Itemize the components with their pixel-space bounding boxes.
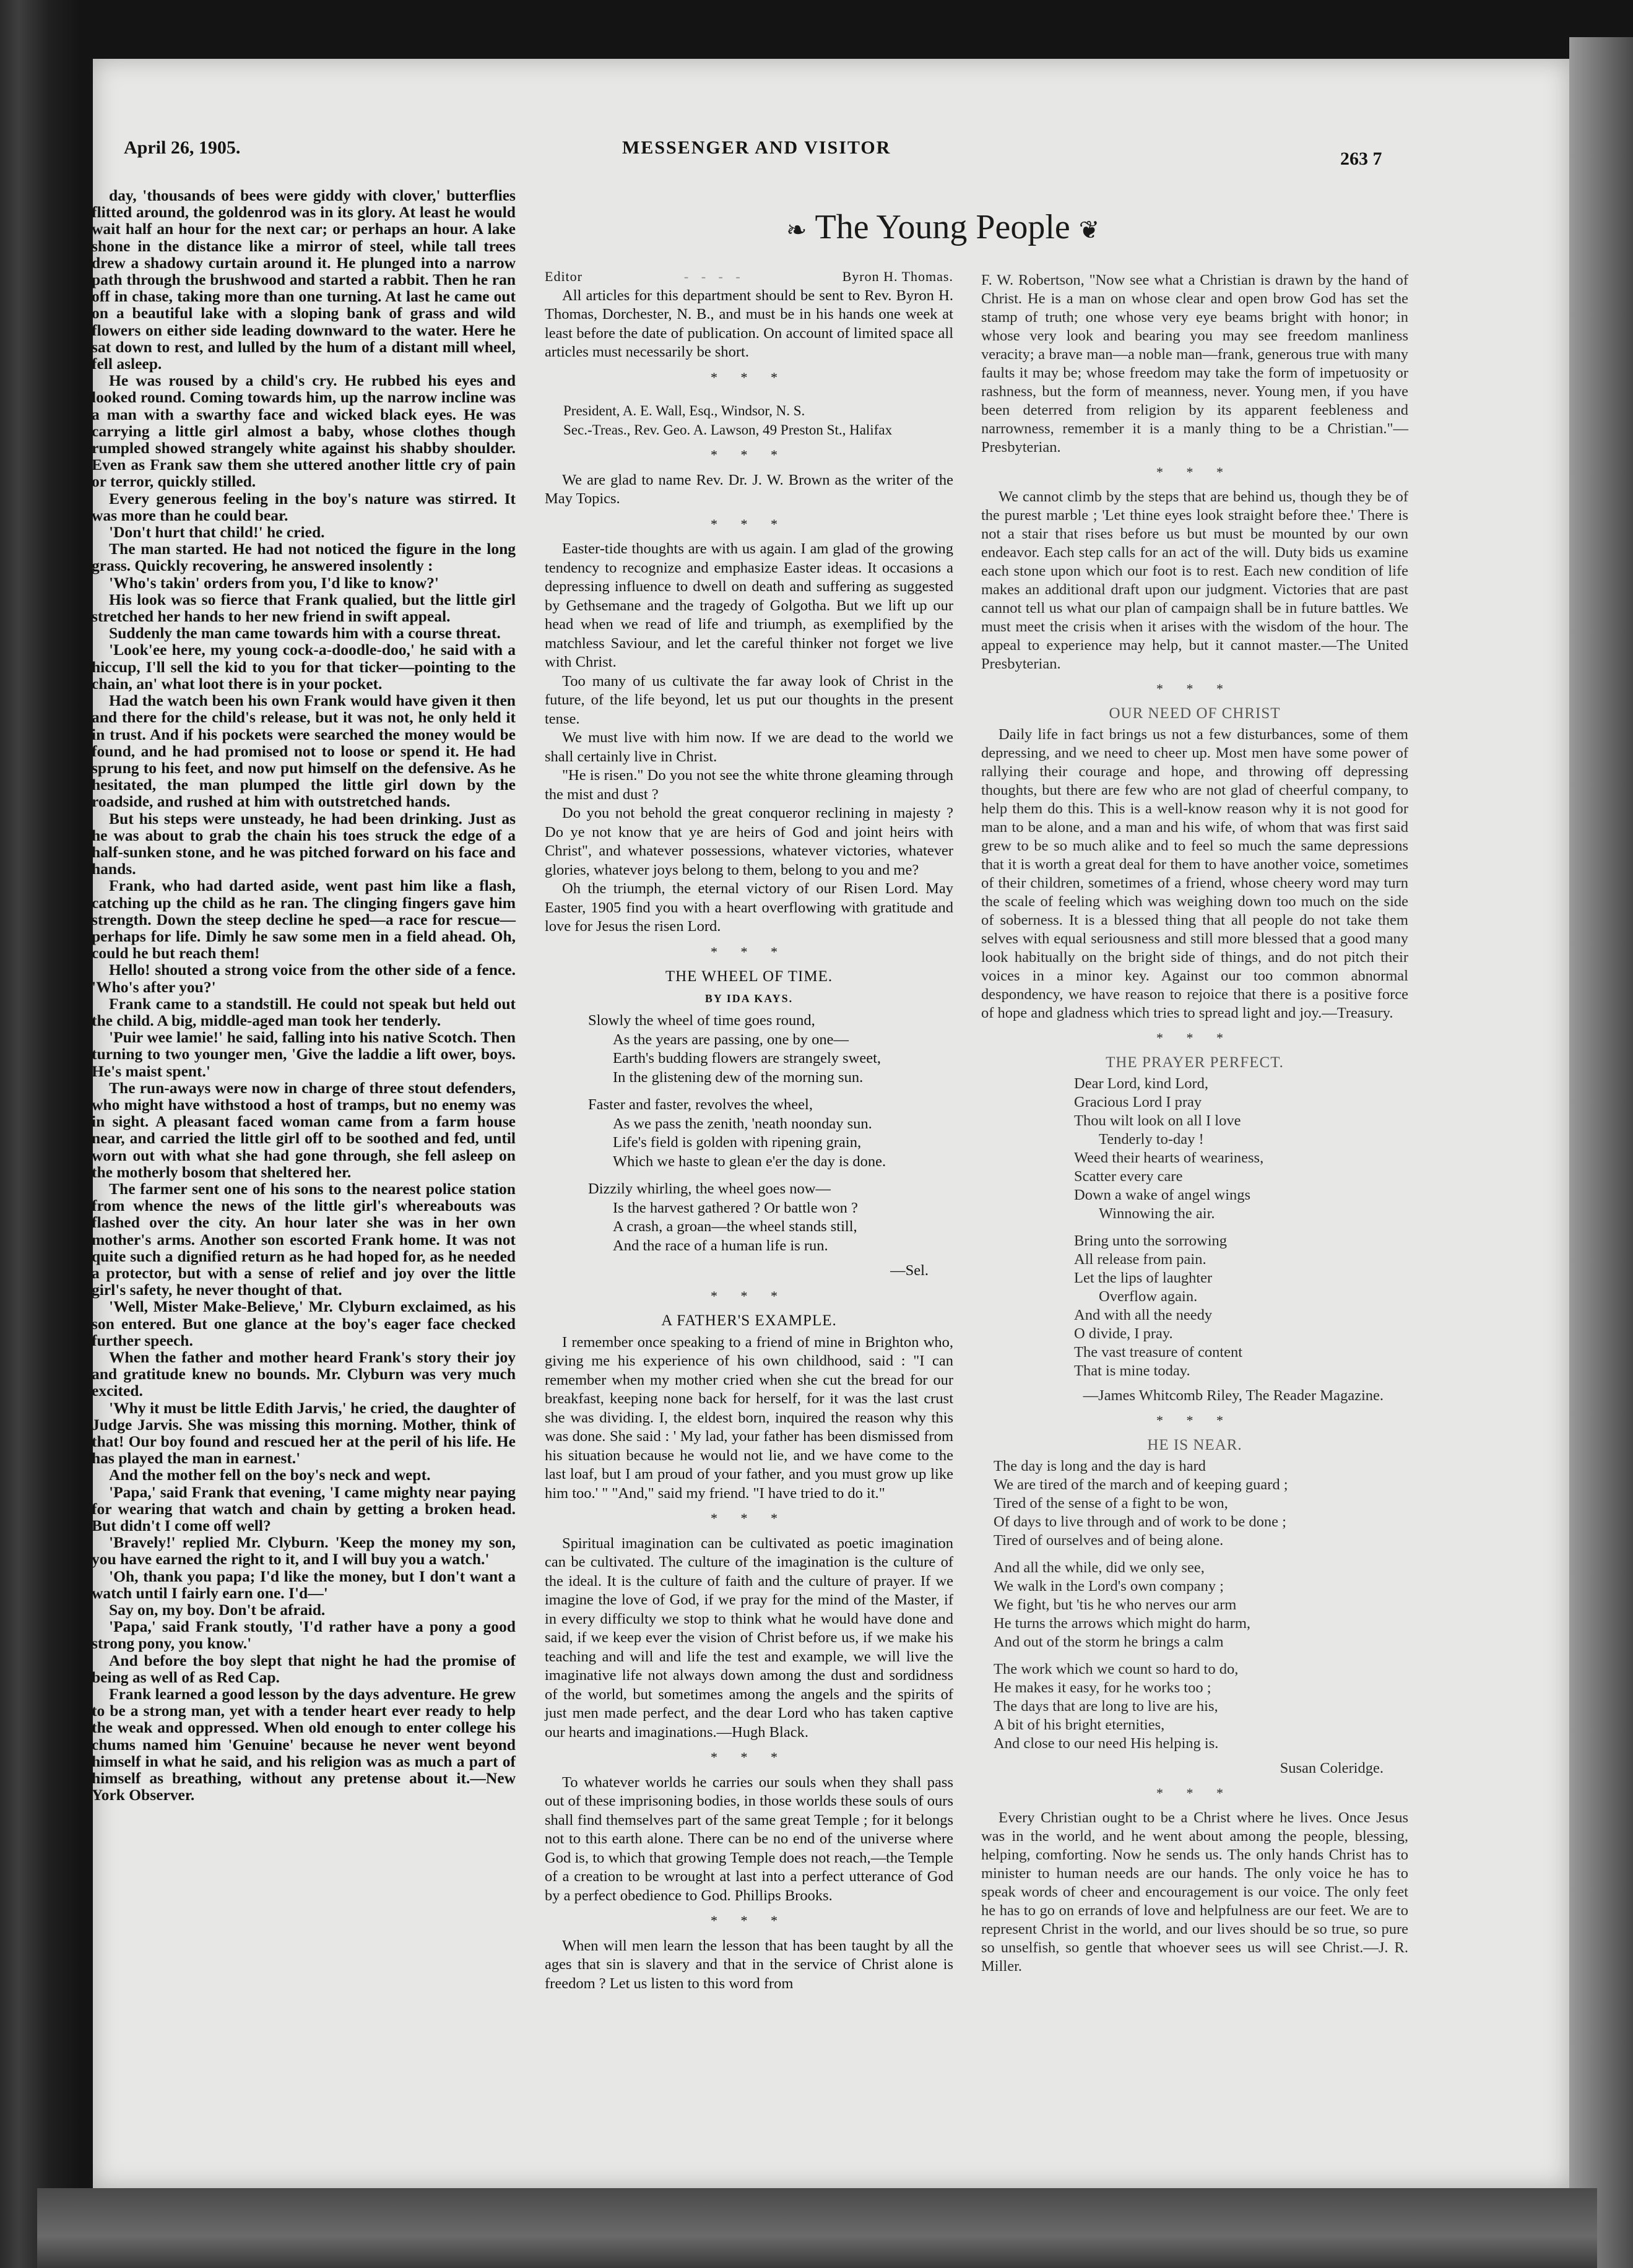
every-christian-text: Every Christian ought to be a Christ where he lives. Once Jesus was in the world, and he went about among the people, blessing, helping, comforting. Now he sends us. The only hands Christ has to minister to human needs are our hands. The only voice he has to speak words of cheer and encouragement is our voice. The only feet he has to go on errands of love and helpfulness are our feet. We are to represent Christ in the world, and our lives should be so true, so pure so unselfish, so gentle that whoever sees us will see Christ.—J. R. Miller. xyxy=(981,1809,1408,1975)
story-paragraph: But his steps were unsteady, he had been drinking. Just as he was about to grab the chain his toes struck the edge of a half-sunken stone, and he was pitched forward on his face and hands. xyxy=(92,809,516,878)
story-paragraph: 'Don't hurt that child!' he cried. xyxy=(109,523,325,542)
story-paragraph: 'Look'ee here, my young cock-a-doodle-doo,' he said with a hiccup, I'll sell the kid to you for that ticker—pointing to the chain, an' what loot there is in your pocket. xyxy=(92,641,516,693)
department-title-text: The Young People xyxy=(815,208,1070,246)
column-right xyxy=(981,271,1408,1976)
officers xyxy=(563,402,953,439)
wheel-poem-line: In the glistening dew of the morning sun. xyxy=(613,1068,864,1086)
near-poem-line: He turns the arrows which might do harm, xyxy=(994,1615,1251,1632)
prayer-poem-line: Dear Lord, kind Lord, xyxy=(1074,1075,1209,1092)
editor-dashes: - - - - xyxy=(683,269,741,284)
near-poem-line: And out of the storm he brings a calm xyxy=(994,1634,1224,1650)
story-paragraph: Hello! shouted a strong voice from the other side of a fence. 'Who's after you?' xyxy=(92,961,516,996)
easter-paragraph: Oh the triumph, the eternal victory of our Risen Lord. May Easter, 1905 find you with a heart overflowing with gratitude and love for Jesus the risen Lord. xyxy=(545,880,953,935)
column-left xyxy=(92,187,516,1804)
separator: * * * xyxy=(711,447,787,462)
story-paragraph: Frank came to a standstill. He could not speak but held out the child. A big, middle-aged man took her tenderly. xyxy=(92,994,516,1029)
prayer-poem-line: That is mine today. xyxy=(1074,1362,1190,1379)
prayer-poem-line: Tenderly to-day ! xyxy=(1099,1131,1204,1148)
story-paragraph: 'Who's takin' orders from you, I'd like to know?' xyxy=(109,573,439,592)
department-title xyxy=(786,207,1099,247)
prayer-poem-line: O divide, I pray. xyxy=(1074,1325,1173,1342)
story-paragraph: Suddenly the man came towards him with a course threat. xyxy=(109,624,501,643)
spiritual-imagination-text: Spiritual imagination can be cultivated as poetic imagination can be cultivated. The culture of the imagination is the culture of the ideal. It is the culture of faith and the culture of prayer. If we imagine the love of God, if we pray for the mind of the Master, if in every difficulty we stop to think what he would have done and said, if we keep ever the vision of Christ before us, if we make his teaching and will and life the test and example, we will live the imaginative life not always down among the dust and sordidness of the world, but sometimes among the angels and the spirits of just men made perfect, and the dear Lord who has taken captive our hearts and imaginations.—Hugh Black. xyxy=(545,1534,953,1741)
when-will-text: When will men learn the lesson that has been taught by all the ages that sin is slavery and that in the service of Christ alone is freedom ? Let us listen to this word from xyxy=(545,1937,953,1992)
easter-paragraph: Too many of us cultivate the far away look of Christ in the future, of the life beyond, let us put our thoughts in the present tense. xyxy=(545,672,953,727)
story-paragraph: Every generous feeling in the boy's nature was stirred. It was more than he could bear. xyxy=(92,489,516,524)
wheel-poem-line: Faster and faster, revolves the wheel, xyxy=(588,1096,813,1113)
easter-paragraph: We must live with him now. If we are dead to the world we shall certainly live in Christ. xyxy=(545,729,953,765)
near-poem-line: Tired of ourselves and of being alone. xyxy=(994,1532,1224,1549)
wheel-poem-signature: —Sel. xyxy=(890,1262,929,1279)
near-poem-line: We are tired of the march and of keeping guard ; xyxy=(994,1476,1288,1493)
need-of-christ-title: OUR NEED OF CHRIST xyxy=(1109,705,1281,722)
prayer-poem-line: Scatter every care xyxy=(1074,1168,1183,1185)
story-paragraph: day, 'thousands of bees were giddy with clover,' butterflies flitted around, the goldenrod was in its glory. At least he would wait half an hour for the next car; or perhaps an hour. A lake shone in the distance like a mirror of steel, while tall trees drew a shadowy curtain around it. He plunged into a narrow path through the brushwood and started a rabbit. Then he ran off in chase, taking more than one turning. At last he came out on a beautiful lake with a sloping bank of grass and wild flowers on either side leading downward to the water. Here he sat down to rest, and lulled by the hum of a distant mill wheel, fell asleep. xyxy=(92,186,516,373)
near-poem-line: The days that are long to live are his, xyxy=(994,1698,1218,1715)
separator: * * * xyxy=(711,1749,787,1765)
wheel-poem xyxy=(588,1011,953,1255)
separator: * * * xyxy=(1156,1785,1233,1801)
ornament-left-icon: ❧ xyxy=(786,216,807,244)
separator: * * * xyxy=(711,1913,787,1928)
story-paragraph: And the mother fell on the boy's neck and wept. xyxy=(109,1466,431,1484)
easter-paragraph: Easter-tide thoughts are with us again. I am glad of the growing tendency to recognize and emphasize Easter ideas. It occasions a depressing influence to dwell on death and suffering as suggested by Gethsemane and the tragedy of Golgotha. But we lift up our head when we read of life and triumph, as exemplified by the matchless Saviour, and let the careful thinker not forget we live with Christ. xyxy=(545,540,953,670)
easter-paragraph: "He is risen." Do you not see the white throne gleaming through the mist and dust ? xyxy=(545,767,953,803)
separator: * * * xyxy=(711,1510,787,1526)
story-paragraph: 'Bravely!' replied Mr. Clyburn. 'Keep the money my son, you have earned the right to it, and I will buy you a watch.' xyxy=(92,1533,516,1569)
wheel-poem-line: Slowly the wheel of time goes round, xyxy=(588,1012,815,1029)
story-paragraph: He was roused by a child's cry. He rubbed his eyes and looked round. Coming towards him, up the narrow incline was a man with a swarthy face and wicked black eyes. He was carrying a little girl almost a baby, whose clothes though rumpled showed strangely white against his shabby shoulder. Even as Frank saw them she uttered another little cry of pain or terror, quickly stilled. xyxy=(92,371,516,491)
prayer-poem-line: Gracious Lord I pray xyxy=(1074,1094,1202,1110)
father-example-title: A FATHER'S EXAMPLE. xyxy=(661,1312,837,1329)
story-paragraph: Frank learned a good lesson by the days adventure. He grew to be a strong man, yet with a tender heart ever ready to help the weak and oppressed. When old enough to enter college his chums named him 'Genuine' because he never went beyond himself in what he said, and his religion was as much a part of himself as breathing, without any pretense about it.—New York Observer. xyxy=(92,1685,516,1804)
separator: * * * xyxy=(711,1288,787,1304)
department-intro: All articles for this department should be sent to Rev. Byron H. Thomas, Dorchester, N. B., and must be in his hands one week at least before the date of publication. On account of limited space all articles must necessarily be short. xyxy=(545,287,953,360)
story-paragraph: 'Papa,' said Frank stoutly, 'I'd rather have a pony a good strong pony, you know.' xyxy=(92,1617,516,1653)
wheel-poem-line: Life's field is golden with ripening grain, xyxy=(613,1134,862,1151)
steps-text: We cannot climb by the steps that are behind us, though they be of the purest marble ; 'Let thine eyes look straight before thee.' There is not a stair that rises before us but must be mounted by our own endeavor. Each step calls for an act of the will. Duty bids us examine each stone upon which our foot is to rest. Each new condition of life makes an additional draft upon our judgment. Victories that are past cannot tell us what our plan of campaign shall be in future battles. We must meet the crisis when it arises with the wisdom of the hour. The appeal to experience may help, but it cannot master.—The United Presbyterian. xyxy=(981,488,1408,672)
header-title: MESSENGER AND VISITOR xyxy=(622,137,891,158)
robertson-text: F. W. Robertson, "Now see what a Christian is drawn by the hand of Christ. He is a man on whose clear and open brow God has set the stamp of truth; one whose very eye beams bright with honor; in whose very look and bearing you may see freedom manliness veracity; a brave man—a noble man—frank, generous true with many faults it may be; whose freedom may take the form of impetuosity or rashness, but the form of meanness, never. Young men, if you have been deterred from religion by its apparent feebleness and narrowness, remember it is a manly thing to be a Christian."—Presbyterian. xyxy=(981,272,1408,456)
story-paragraph: 'Papa,' said Frank that evening, 'I came mighty near paying for wearing that watch and chain by getting a broken head. But didn't I come off well? xyxy=(92,1482,516,1535)
wheel-poem-line: Which we haste to glean e'er the day is done. xyxy=(613,1153,886,1170)
prayer-poem-line: Thou wilt look on all I love xyxy=(1074,1112,1241,1129)
separator: * * * xyxy=(1156,681,1233,696)
president-line: President, A. E. Wall, Esq., Windsor, N. S. xyxy=(563,403,805,418)
wheel-poem-line: Dizzily whirling, the wheel goes now— xyxy=(588,1180,831,1197)
he-is-near-poem xyxy=(994,1457,1408,1753)
near-poem-line: He makes it easy, for he works too ; xyxy=(994,1679,1211,1696)
prayer-perfect-title: THE PRAYER PERFECT. xyxy=(1106,1054,1284,1071)
prayer-poem-line: Down a wake of angel wings xyxy=(1074,1187,1251,1203)
separator: * * * xyxy=(1156,1030,1233,1045)
story-paragraph: 'Puir wee lamie!' he said, falling into his native Scotch. Then turning to two younger men, 'Give the laddie a lift ower, boys. He's maist spent.' xyxy=(92,1028,516,1080)
story-paragraph: Say on, my boy. Don't be afraid. xyxy=(109,1601,326,1619)
page-edge-bottom xyxy=(37,2188,1597,2268)
wheel-poem-line: As we pass the zenith, 'neath noonday sun. xyxy=(613,1115,872,1132)
he-is-near-signature: Susan Coleridge. xyxy=(1280,1760,1384,1777)
separator: * * * xyxy=(711,943,787,959)
near-poem-line: A bit of his bright eternities, xyxy=(994,1716,1165,1733)
need-of-christ-text: Daily life in fact brings us not a few disturbances, some of them depressing, and we need to cheer up. Most men have some power of rallying their courage and hope, and throwing off depressing thoughts, but there are few who are not glad of cheerful company, to help them do this. This is a well-know reason why it is not good for man to be alone, and a man and his wife, of whom that was first said grew to be so much alike and to feel so much the same depressions that it is worth a great deal for them to have another voice, sometimes of their children, sometimes of a friend, whose cheery word may turn the scale of feeling which was weighing down too much on the side of soberness. It is a blessed thing that all people do not take them selves with equal seriousness and still more blessed that a good many look habitually on the bright side of things, and do not pitch their voices in a minor key. Against our too common abnormal despondency, we have reason to rejoice that there is a positive force of hope and gladness which tries to spread light and joy.—Treasury. xyxy=(981,726,1408,1021)
editor-line xyxy=(545,267,953,287)
topics-notice: We are glad to name Rev. Dr. J. W. Brown as the writer of the May Topics. xyxy=(545,471,953,507)
editor-name: Byron H. Thomas. xyxy=(842,269,953,284)
father-example-text: I remember once speaking to a friend of mine in Brighton who, giving me his experience of his own childhood, said : "I can remember when my mother cried when she cut the bread for our breakfast, keeping none back for herself, for it was the last crust she was dividing. I, the eldest born, inquired the reason why this was done. She said : ' My lad, your father has been dismissed from his situation because he would not lie, and we have come to the last loaf, but I am proud of your father, and you must grow up like him too.' " "And," said my friend. "I have tried to do it." xyxy=(545,1333,953,1502)
separator: * * * xyxy=(1156,1413,1233,1428)
story-paragraph: 'Oh, thank you papa; I'd like the money, but I don't want a watch until I fairly earn one. I'd—' xyxy=(92,1567,516,1602)
header-date: April 26, 1905. xyxy=(124,137,241,158)
near-poem-line: We fight, but 'tis he who nerves our arm xyxy=(994,1596,1237,1613)
secretary-line: Sec.-Treas., Rev. Geo. A. Lawson, 49 Preston St., Halifax xyxy=(563,422,893,438)
story-paragraph: Frank, who had darted aside, went past him like a flash, catching up the child as he ran. The clinging fingers gave him strength. Down the steep decline he sped—a race for rescue—perhaps for life. Dimly he saw some men in a field ahead. Oh, could he but reach them! xyxy=(92,876,516,963)
story-paragraph: 'Why it must be little Edith Jarvis,' he cried, the daughter of Judge Jarvis. She was missing this morning. Mother, think of that! Our boy found and rescued her at the peril of his life. He has played the man in earnest.' xyxy=(92,1398,516,1468)
prayer-perfect-signature: —James Whitcomb Riley, The Reader Magazine. xyxy=(1083,1387,1384,1404)
near-poem-line: Of days to live through and of work to be done ; xyxy=(994,1513,1286,1530)
separator: * * * xyxy=(711,516,787,532)
story-paragraph: The run-aways were now in charge of three stout defenders, who might have withstood a host of tramps, but no enemy was in sight. A pleasant faced woman came from a farm house near, and carried the little girl off to be soothed and fed, until worn out with what she had gone through, she fell asleep on the motherly bosom that sheltered her. xyxy=(92,1078,516,1181)
near-poem-line: The day is long and the day is hard xyxy=(994,1458,1206,1474)
easter-article xyxy=(545,540,953,937)
prayer-perfect-poem xyxy=(1074,1075,1408,1380)
separator: * * * xyxy=(1156,464,1233,480)
prayer-poem-line: And with all the needy xyxy=(1074,1307,1213,1323)
prayer-poem-line: Winnowing the air. xyxy=(1099,1205,1215,1222)
wheel-poem-line: As the years are passing, one by one— xyxy=(613,1031,849,1048)
header-page-number: 263 7 xyxy=(1340,149,1382,169)
wheel-poem-line: Is the harvest gathered ? Or battle won ? xyxy=(613,1199,858,1216)
wheel-poem-line: Earth's budding flowers are strangely sweet, xyxy=(613,1050,881,1067)
prayer-poem-line: Bring unto the sorrowing xyxy=(1074,1232,1228,1249)
wheel-poem-line: A crash, a groan—the wheel stands still, xyxy=(613,1218,857,1235)
separator: * * * xyxy=(711,369,787,385)
story-paragraph: And before the boy slept that night he had the promise of being as well of as Red Cap. xyxy=(92,1651,516,1686)
story-paragraph: When the father and mother heard Frank's story their joy and gratitude knew no bounds. Mr. Clyburn was very much excited. xyxy=(92,1348,516,1400)
story-paragraph: Had the watch been his own Frank would have given it then and there for the child's release, but it was not, he only held it in trust. And if his pockets were searched the money would be found, and he had promised not to loose or spend it. He had sprung to his feet, and now put himself on the defensive. As he hesitated, the man plumped the little girl down by the roadside, and rushed at him with outstretched hands. xyxy=(92,691,516,811)
he-is-near-title: HE IS NEAR. xyxy=(1147,1437,1242,1453)
story-paragraph: 'Well, Mister Make-Believe,' Mr. Clyburn exclaimed, as his son entered. But one glance at the boy's eager face checked further speech. xyxy=(92,1297,516,1349)
worlds-text: To whatever worlds he carries our souls when they shall pass out of these imprisoning bodies, in those worlds these souls of ours shall find themselves part of the same great Temple ; for it belongs not to this earth alone. There can be no end of the universe where God is, to which that growing Temple does not reach,—the Temple of a creation to be wrought at last into a perfect utterance of God by a perfect obedience to God. Phillips Brooks. xyxy=(545,1773,953,1904)
wheel-poem-byline: BY IDA KAYS. xyxy=(704,992,794,1005)
page-edge-right xyxy=(1569,37,1633,2268)
near-poem-line: Tired of the sense of a fight to be won, xyxy=(994,1495,1228,1512)
near-poem-line: The work which we count so hard to do, xyxy=(994,1661,1239,1677)
story-paragraph: The farmer sent one of his sons to the nearest police station from whence the news of the little girl's whereabouts was flashed over the city. An hour later she was in her own mother's arms. Another son escorted Frank home. It was not quite such a dignified return as he had hoped for, as he needed a protector, but with a sense of relief and joy over the little girl's safety, he never thought of that. xyxy=(92,1179,516,1299)
wheel-poem-line: And the race of a human life is run. xyxy=(613,1237,828,1254)
prayer-poem-line: The vast treasure of content xyxy=(1074,1344,1243,1361)
prayer-poem-line: Let the lips of laughter xyxy=(1074,1270,1213,1286)
easter-paragraph: Do you not behold the great conqueror reclining in majesty ? Do ye not know that ye are heirs of God and joint heirs with Christ", and whatever possessions, whatever victories, whatever glories, whatever joys belong to them, belong to you and me? xyxy=(545,805,953,878)
prayer-poem-line: All release from pain. xyxy=(1074,1251,1206,1268)
column-middle xyxy=(545,267,953,1993)
wheel-poem-title: THE WHEEL OF TIME. xyxy=(665,968,833,985)
near-poem-line: We walk in the Lord's own company ; xyxy=(994,1578,1224,1595)
ornament-right-icon: ❦ xyxy=(1078,216,1100,244)
editor-label: Editor xyxy=(545,269,583,284)
prayer-poem-line: Overflow again. xyxy=(1099,1288,1198,1305)
prayer-poem-line: Weed their hearts of weariness, xyxy=(1074,1149,1264,1166)
near-poem-line: And all the while, did we only see, xyxy=(994,1559,1205,1576)
story-paragraph: His look was so fierce that Frank qualied, but the little girl stretched her hands to her new friend in swift appeal. xyxy=(92,590,516,626)
story-paragraph: The man started. He had not noticed the figure in the long grass. Quickly recovering, he answered insolently : xyxy=(92,540,516,575)
near-poem-line: And close to our need His helping is. xyxy=(994,1735,1219,1752)
